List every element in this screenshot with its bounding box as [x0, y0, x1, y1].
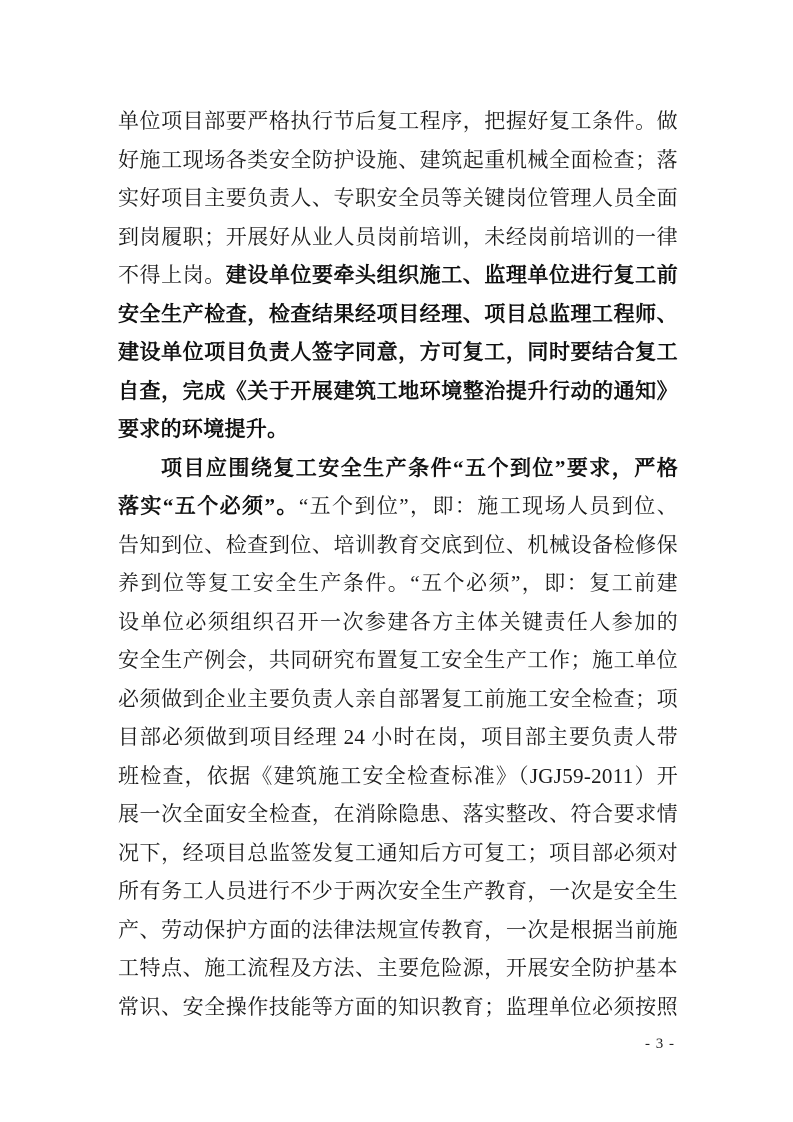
text-segment: 不得上岗。 — [118, 263, 226, 287]
text-segment-bold: 要求的环境提升。 — [118, 417, 289, 441]
text-line-11 — [118, 487, 678, 526]
text-line-19 — [118, 795, 678, 834]
text-line-20 — [118, 834, 678, 873]
text-segment-bold: 安全生产检查，检查结果经项目经理、项目总监理工程师、 — [118, 301, 678, 326]
text-segment: 设单位必须组织召开一次参建各方主体关键责任人参加的 — [118, 609, 678, 634]
text-segment: 实好项目主要负责人、专职安全员等关键岗位管理人员全面 — [118, 186, 678, 210]
text-line-21 — [118, 872, 678, 911]
page-number: - 3 - — [645, 1036, 675, 1052]
text-line-18 — [118, 757, 678, 796]
text-line-1 — [118, 102, 678, 141]
text-segment: 所有务工人员进行不少于两次安全生产教育，一次是安全生 — [118, 879, 678, 903]
text-segment: “五个到位”，即：施工现场人员到位、 — [298, 494, 678, 518]
text-line-4 — [118, 218, 678, 257]
text-segment: 展一次全面安全检查，在消除隐患、落实整改、符合要求情 — [118, 802, 678, 826]
text-line-24 — [118, 988, 678, 1027]
text-segment: 告知到位、检查到位、培训教育交底到位、机械设备检修保 — [118, 532, 678, 557]
text-line-10 — [118, 449, 678, 488]
text-line-23 — [118, 949, 678, 988]
text-segment: 目部必须做到项目经理 24 小时在岗，项目部主要负责人带 — [118, 725, 678, 749]
text-segment-bold: 落实“五个必须”。 — [118, 494, 299, 518]
text-line-13 — [118, 564, 678, 603]
text-line-8 — [118, 372, 678, 411]
text-segment: 养到位等复工安全生产条件。“五个必须”，即：复工前建 — [118, 571, 678, 595]
text-segment: 必须做到企业主要负责人亲自部署复工前施工安全检查；项 — [118, 686, 678, 711]
text-line-2 — [118, 141, 678, 180]
text-segment: 单位项目部要严格执行节后复工程序，把握好复工条件。做 — [118, 109, 678, 133]
text-segment: 到岗履职；开展好从业人员岗前培训，未经岗前培训的一律 — [118, 224, 678, 249]
text-segment: 常识、安全操作技能等方面的知识教育；监理单位必须按照 — [118, 994, 678, 1019]
text-segment: 好施工现场各类安全防护设施、建筑起重机械全面检查；落 — [118, 147, 678, 172]
text-line-7 — [118, 333, 678, 372]
text-segment-bold: 自查，完成《关于开展建筑工地环境整治提升行动的通知》 — [118, 378, 678, 403]
text-line-6 — [118, 295, 678, 334]
text-line-22 — [118, 911, 678, 950]
text-line-14 — [118, 603, 678, 642]
text-line-3 — [118, 179, 678, 218]
text-line-17 — [118, 718, 678, 757]
text-line-5 — [118, 256, 678, 295]
text-segment: 工特点、施工流程及方法、主要危险源，开展安全防护基本 — [118, 956, 678, 980]
text-segment: 安全生产例会，共同研究布置复工安全生产工作；施工单位 — [118, 648, 678, 672]
text-segment-bold: 项目应围绕复工安全生产条件“五个到位”要求，严格 — [161, 455, 678, 480]
text-line-16 — [118, 680, 678, 719]
text-line-15 — [118, 641, 678, 680]
text-segment: 况下，经项目总监签发复工通知后方可复工；项目部必须对 — [118, 840, 678, 865]
text-segment: 班检查，依据《建筑施工安全检查标准》（JGJ59-2011）开 — [118, 763, 678, 788]
text-line-9 — [118, 410, 678, 449]
text-segment-bold: 建设单位要牵头组织施工、监理单位进行复工前 — [225, 263, 678, 287]
text-block — [118, 102, 678, 1026]
text-line-12 — [118, 526, 678, 565]
text-segment-bold: 建设单位项目负责人签字同意，方可复工，同时要结合复工 — [118, 340, 678, 364]
text-segment: 产、劳动保护方面的法律法规宣传教育，一次是根据当前施 — [118, 917, 678, 942]
